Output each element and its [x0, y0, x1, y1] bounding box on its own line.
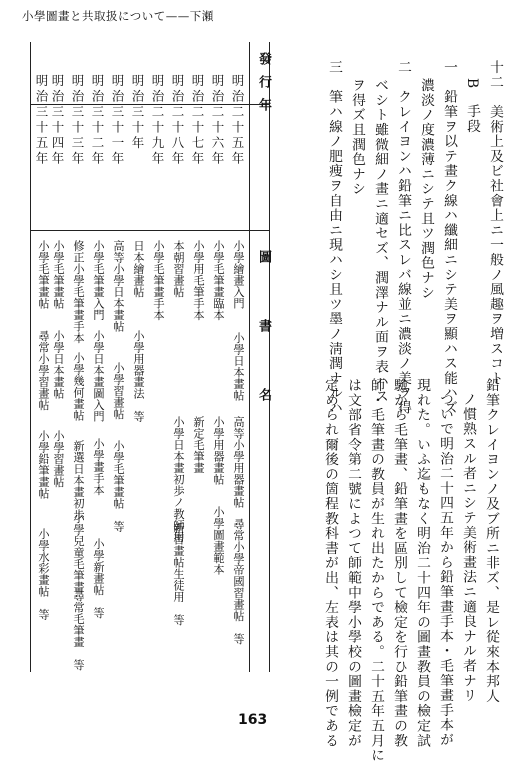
- column-header-year: 發行年: [256, 52, 271, 121]
- paragraph-line: 定められ爾後の箇程教科書が出、左表は其の一例である: [322, 378, 338, 748]
- section-subheading: B 手段: [464, 78, 480, 134]
- table-book: 新習畫帖生徒用 等: [172, 522, 185, 626]
- table-book: 小學毛筆畫帖: [37, 240, 50, 309]
- body-line: ベシト雖微細ノ畫ニ適セズ、潤澤ナル面ヲ表ハス: [372, 78, 388, 404]
- table-book: 尋常毛筆畫 等: [72, 590, 85, 671]
- table-year: 明治三十四年: [50, 74, 65, 167]
- table-book: 小學圖畫範本: [212, 506, 225, 575]
- page-number: 163: [238, 712, 268, 728]
- column-header-books: 圖 書 名: [256, 250, 271, 411]
- table-year: 明治三十一年: [110, 74, 125, 167]
- table-book: 小學幾何畫帖: [72, 352, 85, 421]
- table-book: 新定毛筆畫: [192, 416, 205, 474]
- table-book: 小學毛筆畫入門: [92, 240, 105, 321]
- table-year: 明治二十九年: [150, 74, 165, 167]
- table-book: 小學日本畫初歩ノ教師用: [172, 416, 185, 543]
- table-book: 小學毛筆畫帖: [52, 240, 65, 309]
- table-book: 小學鉛筆畫帖: [37, 430, 50, 499]
- paragraph-line: 現れた。いふ迄もなく明治二十四年の圖畫教員の檢定試: [414, 378, 430, 748]
- table-book: 新選日本畫初歩: [72, 440, 85, 521]
- table-year: 明治三十年: [130, 74, 145, 152]
- table-book: 小學毛筆畫手本: [152, 240, 165, 321]
- table-column-rule: [249, 42, 250, 672]
- table-year: 明治二十八年: [170, 74, 185, 167]
- table-book: 小學毛筆畫臨本: [212, 240, 225, 321]
- table-book: 高等小學用器畫帖: [232, 416, 245, 508]
- table-year: 明治二十六年: [210, 74, 225, 167]
- table-book: 小學新畫帖 等: [92, 538, 105, 619]
- paragraph-line: ついで明治二十四五年から鉛筆畫手本・毛筆畫手本が: [437, 392, 453, 748]
- paragraph-line: は文部省令第二號によつて師範中學小學校の圖畫檢定が: [345, 378, 361, 748]
- table-book: 尋常小學帝國習畫帖 等: [232, 518, 245, 645]
- table-book: 小學兒童毛筆畫: [72, 512, 85, 593]
- table-book: 高等小學日本畫帖: [112, 240, 125, 332]
- table-book: 小學習畫帖: [112, 362, 125, 420]
- table-year: 明治二十七年: [190, 74, 205, 167]
- table-book: 日本繪畫帖: [132, 240, 145, 298]
- table-book: 小學日本畫圖入門: [92, 330, 105, 422]
- table-book: 小學日本畫帖: [52, 330, 65, 399]
- paragraph-line: 師・毛筆畫の教員が生れ出たからである。二十五年五月に: [368, 378, 384, 763]
- body-line: ノ慣熟スル者ニシテ美術畫法ニ適良ナル者ナリ: [460, 392, 476, 703]
- table-book: 小學水彩畫帖 等: [37, 528, 50, 620]
- table-year: 明治三十三年: [70, 74, 85, 167]
- body-line: ヲ得ズ且潤色ナシ: [349, 78, 365, 197]
- table-book: 小學習畫帖: [52, 430, 65, 488]
- table-year: 明治三十五年: [34, 74, 49, 167]
- table-book: 小學用毛筆手本: [192, 240, 205, 321]
- section-heading: 十二 美術上及ビ社會上ニ一般ノ風趣ヲ増スコト: [487, 60, 503, 386]
- table-book: 小學繪畫入門: [232, 240, 245, 309]
- table-book: 小學毛筆畫帖 等: [112, 440, 125, 532]
- table-year: 明治三十二年: [90, 74, 105, 167]
- table-year: 明治二十五年: [230, 74, 245, 167]
- body-line: 鉛筆クレイヨンノ及ブ所ニ非ズ、是レ從來本邦人: [483, 378, 499, 704]
- body-line: 濃淡ノ度濃薄ニシテ且ツ潤色ナシ: [418, 78, 434, 300]
- table-book: 小學畫手本: [92, 438, 105, 496]
- table-book: 尋常小學習畫帖: [37, 330, 50, 411]
- body-line: 三 筆ハ線ノ肥痩ヲ自由ニ現ハシ且ツ墨ノ淸潤ナルハ: [326, 60, 342, 416]
- table-book: 小學用器畫法 等: [132, 330, 145, 422]
- body-line: 一 鉛筆ヲ以テ畫ク線ハ纖細ニシテ美ヲ顯ハス能ハズ: [441, 60, 457, 416]
- paragraph-line: 驗から毛筆畫、鉛筆畫を區別して檢定を行ひ鉛筆畫の教: [391, 378, 407, 748]
- table-book: 小學日本畫帖: [232, 332, 245, 401]
- body-line: 二 クレイヨンハ鉛筆ニ比スレバ線並ニ濃淡ノ美ヲ得: [395, 60, 411, 416]
- table-book: 小學用器畫帖: [212, 416, 225, 485]
- table-rule: [31, 230, 269, 231]
- table-book: 修正小學毛筆畫手本: [72, 240, 85, 344]
- running-header: 小學圖畫と共取扱について——下瀬: [22, 9, 214, 23]
- table-book: 本朝習畫帖: [172, 240, 185, 298]
